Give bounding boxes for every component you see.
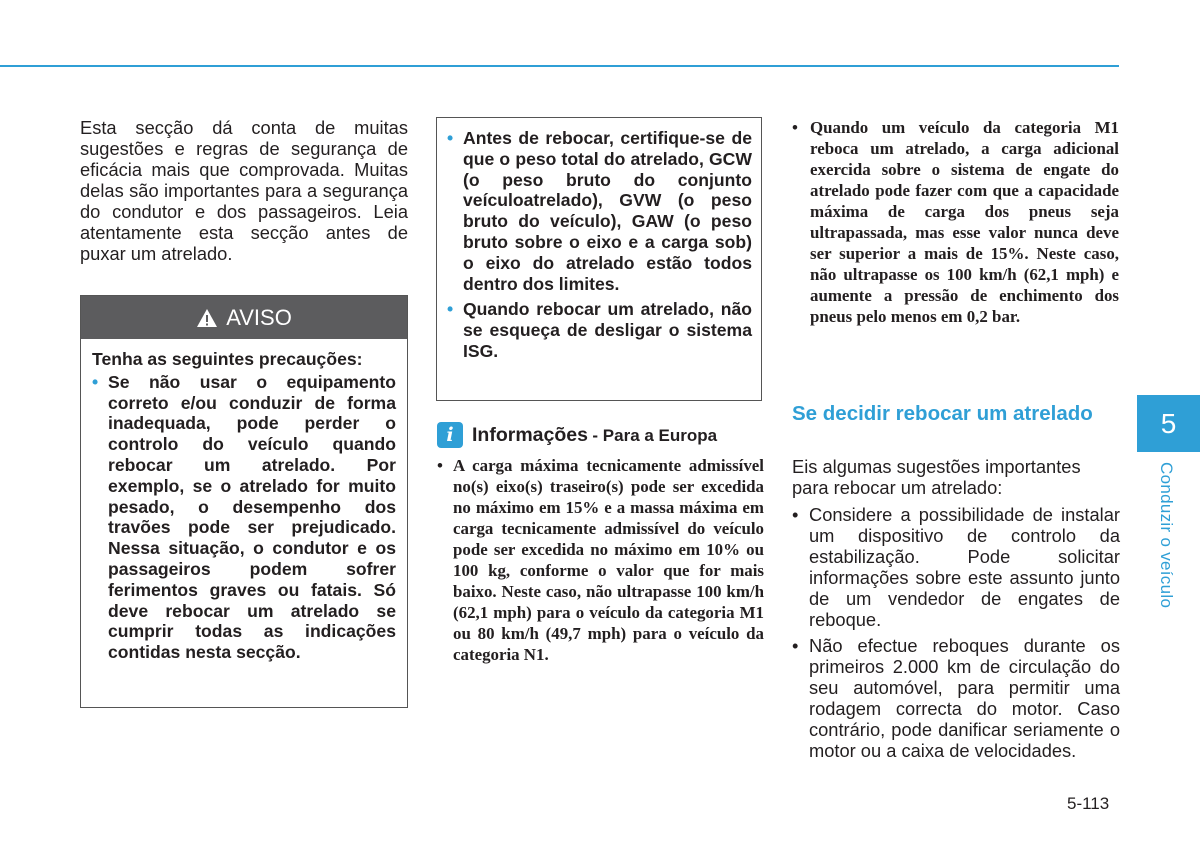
info-subtitle: - Para a Europa: [592, 425, 718, 445]
towing-tips-list: [792, 504, 1120, 766]
notice-list: [447, 128, 752, 362]
info-item: • A carga máxima tecnicamente admissível no(s) eixo(s) traseiro(s) pode ser excedida no máximo em 15% e a massa máxima em carga tecnicamente admissível do veículo pode ser excedida no máximo em 10% ou 100 kg, conforme o valor que for mais baixo. Neste caso, não ultrapasse 100 km/h (62,1 mph) para o veículo da categoria M1 ou 80 km/h (49,7 mph) para o veículo da categoria N1.: [437, 456, 764, 664]
warning-header: [81, 296, 407, 339]
towing-tip-item: • Não efectue reboques durante os primeiros 2.000 km de circulação do seu automóvel, para permitir uma rodagem correcta do motor. Caso contrário, pode danificar seriamente o motor ou a caixa de velocidades.: [792, 635, 1120, 761]
bullet-icon: •: [437, 456, 443, 475]
bullet-icon: •: [792, 504, 799, 525]
bullet-icon: •: [447, 128, 454, 148]
header-rule: [0, 65, 1119, 67]
chapter-tab[interactable]: 5: [1137, 395, 1200, 452]
info-heading: [437, 422, 717, 448]
bullet-icon: •: [792, 635, 799, 656]
warning-item: • Se não usar o equipamento correto e/ou conduzir de forma inadequada, pode perder o controlo do veículo quando rebocar um atrelado. Por exemplo, se o atrelado for muito pesado, o desempenho dos travões pode ser prejudicado. Nessa situação, o condutor e os passageiros podem sofrer ferimentos graves ou fatais. Só deve rebocar um atrelado se cumprir todas as indicações contidas nesta secção.: [92, 371, 396, 663]
towing-tip-item: • Considere a possibilidade de instalar um dispositivo de controlo da estabilização. Pode solicitar informações sobre este assunto junto de um vendedor de engates de reboque.: [792, 504, 1120, 630]
bullet-icon: •: [792, 118, 798, 137]
warning-list: [92, 372, 396, 663]
notice-item: • Antes de rebocar, certifique-se de que o peso total do atrelado, GCW (o peso bruto do conjunto veículoatrelado), GVW (o peso bruto do veículo), GAW (o peso bruto sobre o eixo e a carga sob) o eixo do atrelado estão todos dentro dos limites.: [447, 128, 752, 294]
warning-title: AVISO: [226, 304, 292, 330]
bullet-icon: •: [447, 299, 454, 320]
section-title: Se decidir rebocar um atrelado: [792, 402, 1093, 425]
intro-paragraph: Esta secção dá conta de muitas sugestões e regras de segurança de eficácia mais que comprovada. Muitas delas são importantes para a segurança do condutor e dos passageiros. Leia atentamente esta secção antes de puxar um atrelado.: [80, 117, 408, 264]
section-intro: Eis algumas sugestões importantes para rebocar um atrelado:: [792, 456, 1081, 498]
payload-note-list: [792, 117, 1119, 327]
bullet-icon: •: [92, 371, 99, 392]
warning-box: [80, 295, 408, 708]
info-title: Informações: [472, 423, 588, 446]
info-list: [437, 455, 764, 665]
warning-triangle-icon: [196, 308, 218, 328]
warning-lead: Tenha as seguintes precauções:: [92, 349, 363, 369]
warning-body: [81, 339, 407, 663]
notice-item: • Quando rebocar um atrelado, não se esqueça de desligar o sistema ISG.: [447, 299, 752, 361]
chapter-label: Conduzir o veículo: [1157, 462, 1176, 609]
info-icon: i: [437, 422, 463, 448]
page-number: 5-113: [1067, 794, 1110, 813]
payload-note-item: • Quando um veículo da categoria M1 reboca um atrelado, a carga adicional exercida sobre o sistema de engate do atrelado pode fazer com que a capacidade máxima de carga dos pneus seja ultrapassada, mas esse valor nunca deve ser superior a mais de 15%. Neste caso, não ultrapasse os 100 km/h (62,1 mph) e aumente a pressão de enchimento dos pneus pelo menos em 0,2 bar.: [792, 118, 1119, 326]
notice-box: [436, 117, 762, 401]
